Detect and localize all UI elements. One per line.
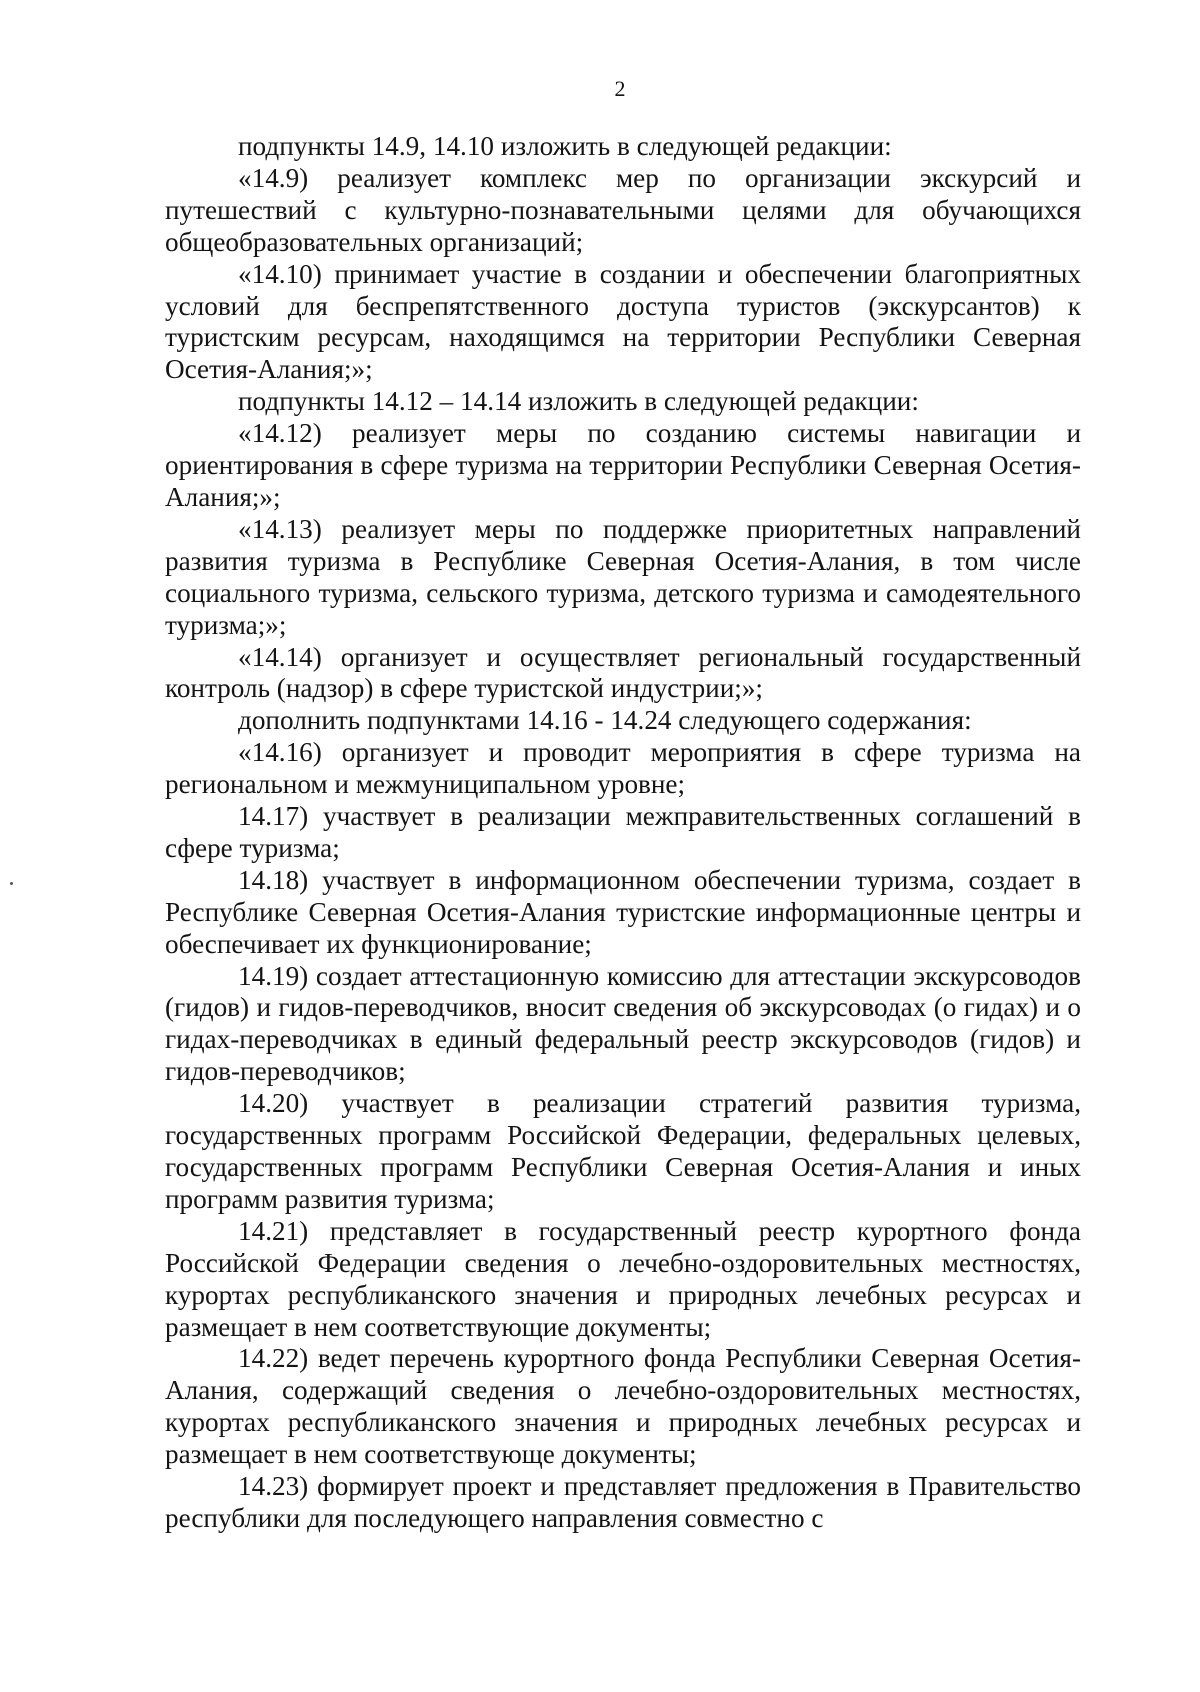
page-number: 2: [614, 76, 626, 101]
paragraph: «14.10) принимает участие в создании и обеспечении благоприятных условий для беспрепятственного доступа туристов (экскурсантов) к туристским ресурсам, находящимся на территории Республики Северная Осетия-Алания;»;: [165, 258, 1081, 385]
paragraph: 14.17) участвует в реализации межправительственных соглашений в сфере туризма;: [165, 801, 1081, 863]
paragraph: 14.19) создает аттестационную комиссию для аттестации экскурсоводов (гидов) и гидов-переводчиков, вносит сведения об экскурсоводах (о гидах) и о гидах-переводчиках в единый федеральный реестр экскурсоводов (гидов) и гидов-переводчиков;: [165, 960, 1081, 1087]
document-body: [165, 131, 1081, 1535]
paragraph: «14.9) реализует комплекс мер по организации экскурсий и путешествий с культурно-познавательными целями для обучающихся общеобразовательных организаций;: [165, 162, 1081, 257]
paragraph: 14.20) участвует в реализации стратегий развития туризма, государственных программ Российской Федерации, федеральных целевых, государственных программ Республики Северная Осетия-Алания и иных программ развития туризма;: [165, 1088, 1081, 1214]
paragraph: 14.23) формирует проект и представляет предложения в Правительство республики для последующего направления совместно с: [165, 1471, 1081, 1533]
paragraph: дополнить подпунктами 14.16 - 14.24 следующего содержания:: [238, 705, 972, 736]
scan-speck: [10, 882, 13, 885]
paragraph: «14.12) реализует меры по созданию системы навигации и ориентирования в сфере туризма на территории Республики Северная Осетия-Алания;»;: [165, 418, 1081, 512]
paragraph: 14.22) ведет перечень курортного фонда Республики Северная Осетия-Алания, содержащий сведения о лечебно-оздоровительных местностях, курортах республиканского значения и природных лечебных ресурсах и размещает в нем соответствующе документы;: [165, 1343, 1081, 1470]
paragraph: «14.16) организует и проводит мероприятия в сфере туризма на региональном и межмуниципальном уровне;: [165, 737, 1081, 800]
paragraph: подпункты 14.12 – 14.14 изложить в следующей редакции:: [238, 386, 919, 417]
paragraph: «14.13) реализует меры по поддержке приоритетных направлений развития туризма в Республике Северная Осетия-Алания, в том числе социального туризма, сельского туризма, детского туризма и самодеятельного туризма;»;: [165, 513, 1081, 640]
paragraph: 14.18) участвует в информационном обеспечении туризма, создает в Республике Северная Осетия-Алания туристские информационные центры и обеспечивает их функционирование;: [165, 864, 1081, 959]
paragraph: подпункты 14.9, 14.10 изложить в следующей редакции:: [238, 131, 892, 161]
paragraph: 14.21) представляет в государственный реестр курортного фонда Российской Федерации сведения о лечебно-оздоровительных местностях, курортах республиканского значения и природных лечебных ресурсах и размещает в нем соответствующие документы;: [165, 1215, 1081, 1342]
paragraph: «14.14) организует и осуществляет региональный государственный контроль (надзор) в сфере туристской индустрии;»;: [165, 641, 1081, 704]
